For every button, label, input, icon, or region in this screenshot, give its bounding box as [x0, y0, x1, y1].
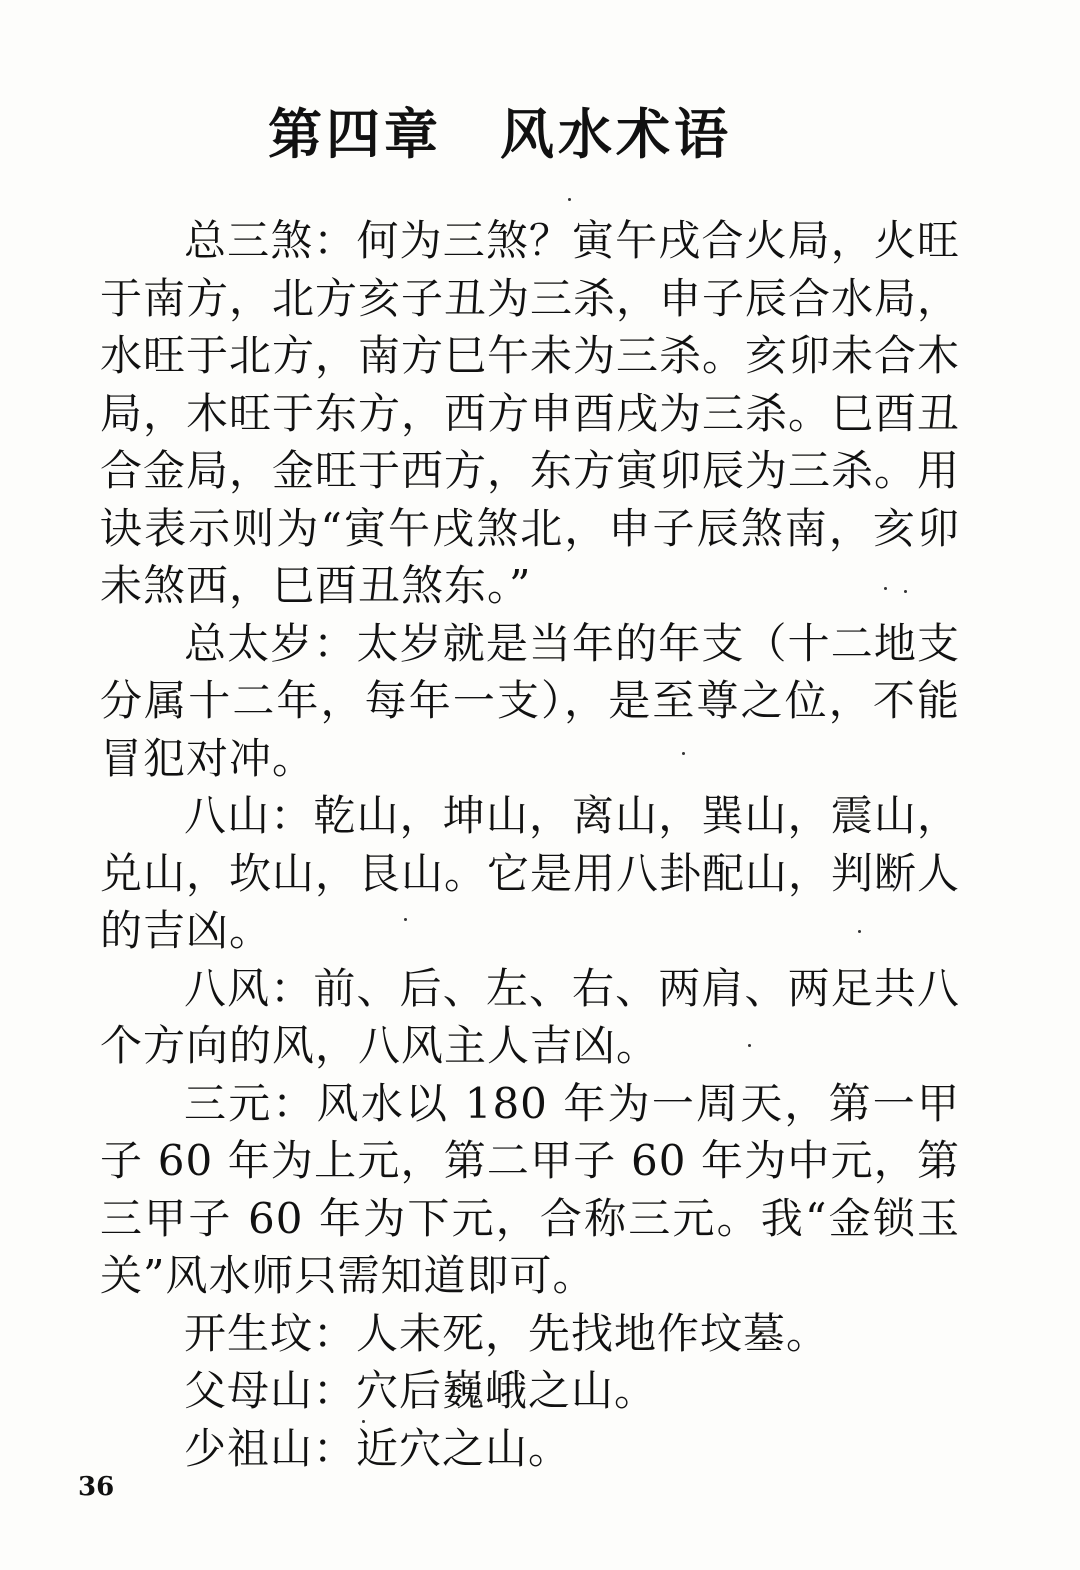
entry-text: 风水以 180 年为一周天，第一甲子 60 年为上元，第二甲子 60 年为中元，第三甲子 60 年为下元，合称三元。我“金锁玉关”风水师只需知道即可。	[100, 1078, 960, 1300]
entry-term: 父母山：	[184, 1366, 357, 1415]
body-text	[100, 212, 960, 1477]
entry-san-yuan	[100, 1075, 960, 1305]
chapter-title: 第四章 风水术语	[268, 103, 732, 166]
entry-shao-zu-shan	[100, 1420, 960, 1478]
entry-text: 前、后、左、右、两肩、两足共八个方向的风，八风主人吉凶。	[100, 963, 960, 1070]
entry-term: 三元：	[184, 1078, 317, 1128]
scan-speck	[884, 587, 887, 590]
scan-speck	[568, 198, 571, 201]
entry-text: 何为三煞？寅午戌合火局，火旺于南方，北方亥子丑为三杀，申子辰合水局，水旺于北方，南方巳午未为三杀。亥卯未合木局，木旺于东方，西方申酉戌为三杀。巳酉丑合金局，金旺于西方，东方寅卯辰为三杀。用诀表示则为“寅午戌煞北，申子辰煞南，亥卯未煞西，巳酉丑煞东。”	[100, 216, 961, 610]
scan-speck	[404, 918, 407, 921]
entry-term: 总太岁：	[184, 618, 357, 668]
scan-speck	[904, 590, 907, 593]
entry-text: 穴后巍峨之山。	[356, 1366, 658, 1415]
page-number: 36	[78, 1472, 115, 1502]
entry-zong-tai-sui	[100, 615, 960, 788]
entry-term: 八山：	[184, 791, 314, 840]
entry-ba-shan	[100, 787, 960, 960]
entry-text: 人未死，先找地作坟墓。	[356, 1308, 830, 1358]
scan-speck	[682, 752, 685, 755]
scan-speck	[362, 1420, 365, 1423]
scan-speck	[748, 1044, 751, 1047]
entry-text: 近穴之山。	[356, 1423, 572, 1473]
entry-term: 开生坟：	[184, 1308, 357, 1358]
entry-term: 八风：	[184, 963, 314, 1013]
entry-term: 总三煞：	[184, 216, 357, 265]
entry-fu-mu-shan	[100, 1362, 960, 1420]
entry-text: 太岁就是当年的年支（十二地支分属十二年，每年一支），是至尊之位，不能冒犯对冲。	[100, 618, 960, 783]
entry-ba-feng	[100, 960, 960, 1075]
entry-term: 少祖山：	[184, 1423, 357, 1473]
entry-zong-san-sha	[100, 212, 960, 615]
entry-kai-sheng-fen	[100, 1305, 960, 1363]
entry-text: 乾山，坤山，离山，巽山，震山，兑山，坎山，艮山。它是用八卦配山，判断人的吉凶。	[100, 791, 961, 955]
scan-speck	[858, 930, 861, 933]
